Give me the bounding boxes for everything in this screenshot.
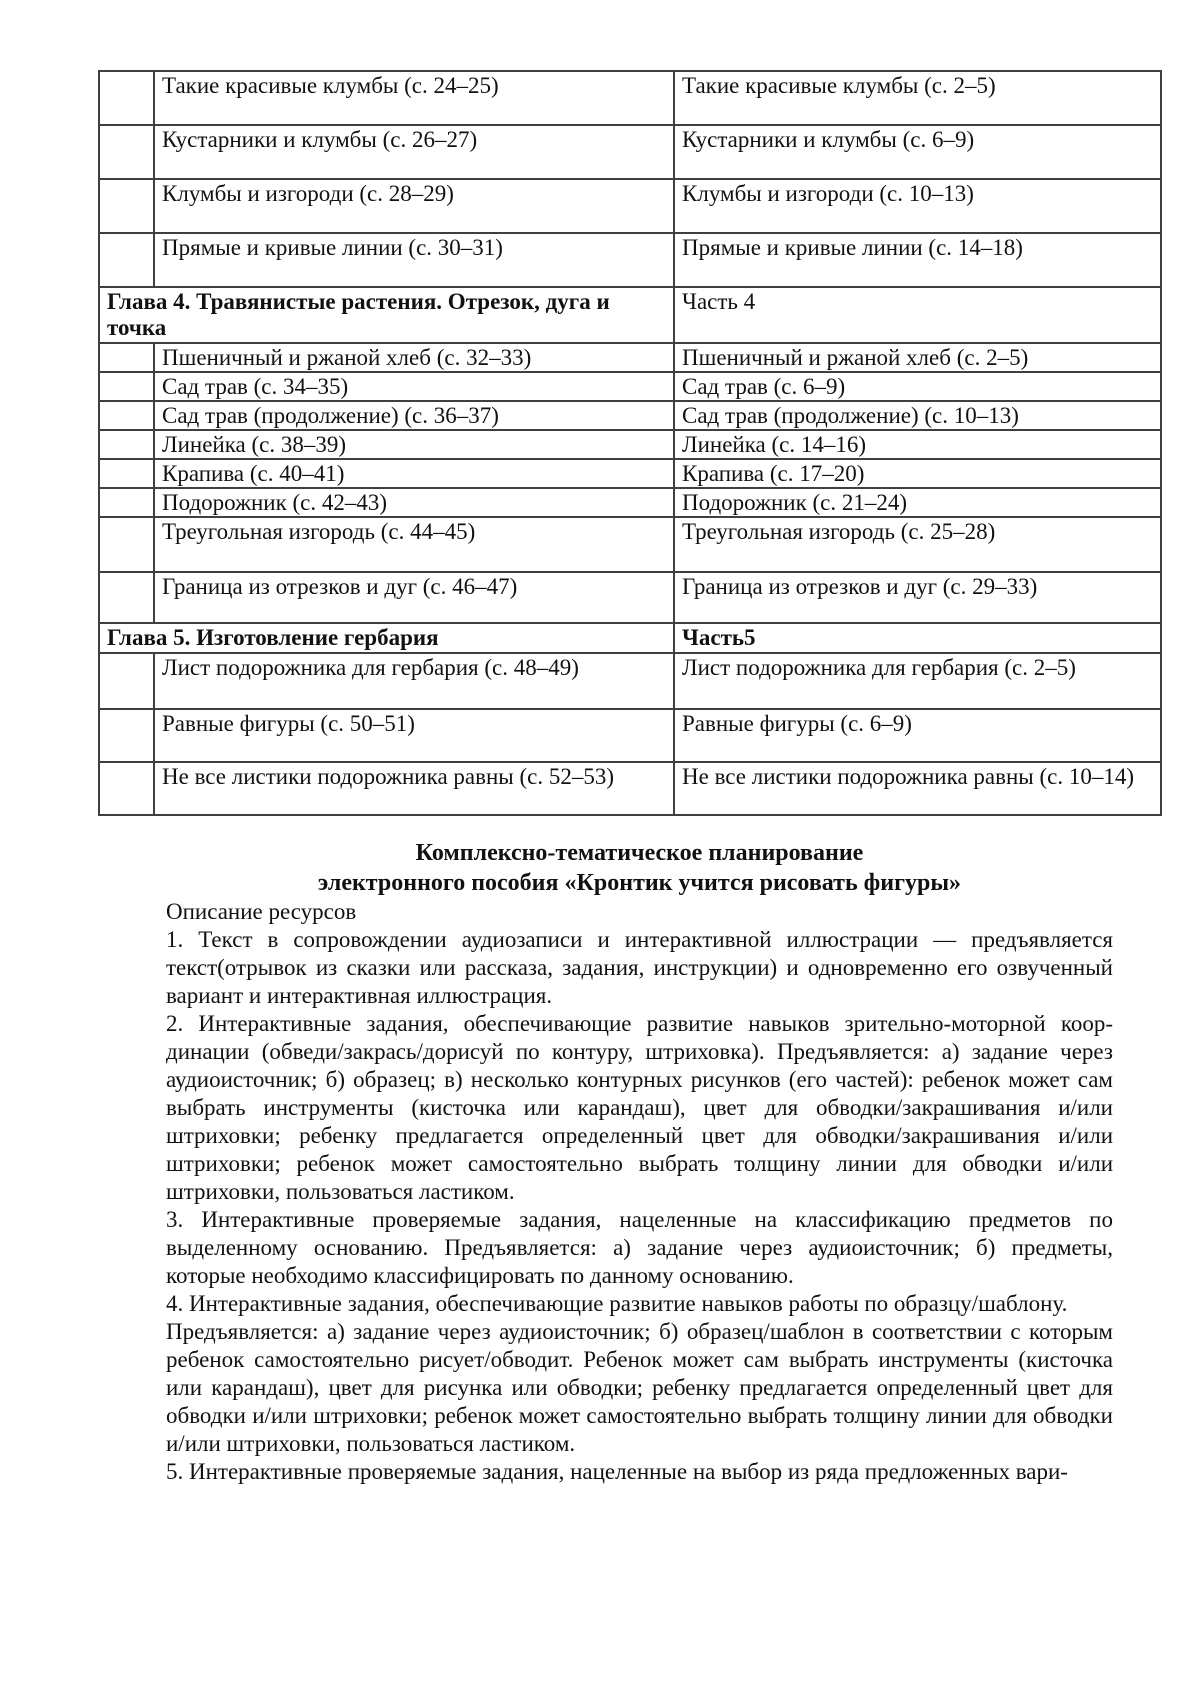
empty-cell [99, 572, 154, 623]
lesson-title-left: Пшеничный и ржаной хлеб (с. 32–33) [154, 343, 674, 372]
lesson-title-right: Пшеничный и ржаной хлеб (с. 2–5) [674, 343, 1161, 372]
table-row [99, 653, 1161, 709]
table-row [99, 488, 1161, 517]
table-row [99, 459, 1161, 488]
lesson-title-right: Граница из отрезков и дуг (с. 29–33) [674, 572, 1161, 623]
lesson-title-left: Такие красивые клумбы (с. 24–25) [154, 71, 674, 125]
lesson-title-left: Подорожник (с. 42–43) [154, 488, 674, 517]
lesson-title-right: Равные фигуры (с. 6–9) [674, 709, 1161, 762]
empty-cell [99, 653, 154, 709]
lesson-title-right: Клумбы и изгороди (с. 10–13) [674, 179, 1161, 233]
empty-cell [99, 459, 154, 488]
lesson-title-left: Крапива (с. 40–41) [154, 459, 674, 488]
description-section [166, 838, 1113, 1486]
table-row [99, 572, 1161, 623]
empty-cell [99, 233, 154, 287]
resource-item-4: 4. Интерактивные задания, обеспечивающие развитие навыков работы по образцу/⁠шаблону. [166, 1291, 1068, 1316]
resource-item-1: 1. Текст в сопровождении аудиозаписи и интерактивной иллюстрации — предъявляется текст(отрывок из сказки или рассказа, задания, инструкции) и одновременно его озвученный вариант и интерактивная иллюстрация. [166, 927, 1113, 1008]
empty-cell [99, 762, 154, 815]
chapter-title-cell: Глава 5. Изготовление гербария [99, 623, 674, 653]
lesson-title-left: Равные фигуры (с. 50–51) [154, 709, 674, 762]
lesson-title-right: Крапива (с. 17–20) [674, 459, 1161, 488]
contents-table [98, 70, 1162, 816]
chapter-title-cell: Глава 4. Травянистые растения. Отрезок, дуга и точка [99, 287, 674, 343]
chapter-row [99, 623, 1161, 653]
lesson-title-left: Прямые и кривые линии (с. 30–31) [154, 233, 674, 287]
empty-cell [99, 401, 154, 430]
table-row [99, 71, 1161, 125]
section-title-line1: Комплексно-тематическое планирование [415, 840, 864, 866]
lesson-title-right: Кустарники и клумбы (с. 6–9) [674, 125, 1161, 179]
lesson-title-left: Клумбы и изгороди (с. 28–29) [154, 179, 674, 233]
lesson-title-right: Линейка (с. 14–16) [674, 430, 1161, 459]
table-row [99, 233, 1161, 287]
empty-cell [99, 488, 154, 517]
section-title-line2: электронного пособия «Кронтик учится рисовать фигуры» [317, 870, 962, 896]
lesson-title-left: Кустарники и клумбы (с. 26–27) [154, 125, 674, 179]
table-row [99, 430, 1161, 459]
lesson-title-right: Не все листики подорожника равны (с. 10–14) [674, 762, 1161, 815]
empty-cell [99, 430, 154, 459]
empty-cell [99, 179, 154, 233]
table-row [99, 372, 1161, 401]
chapter-row [99, 287, 1161, 343]
table-row [99, 125, 1161, 179]
lesson-title-left: Линейка (с. 38–39) [154, 430, 674, 459]
lesson-title-right: Такие красивые клумбы (с. 2–5) [674, 71, 1161, 125]
resource-item-4-continued: Предъявляется: а) задание через аудиоисточник; б) образец/⁠шаблон в соответствии с которым ребенок самостоятельно рисует/⁠обводит. Ребенок может сам выбрать инструменты (кисточка или карандаш), цвет для рисунка или обводки; ребенку предлагается определенный цвет для обводки и/⁠или штриховки; ребенок может самостоятельно выбрать толщину линии для обводки и/⁠или штриховки, пользоваться ластиком. [166, 1319, 1113, 1456]
resource-item-3: 3. Интерактивные проверяемые задания, нацеленные на классификацию предметов по выделенному основанию. Предъявляется: а) задание через аудиоисточник; б) предметы, которые необходимо классифицировать по данному основанию. [166, 1207, 1113, 1288]
lesson-title-right: Сад трав (продолжение) (с. 10–13) [674, 401, 1161, 430]
empty-cell [99, 125, 154, 179]
table-row [99, 401, 1161, 430]
lesson-title-right: Лист подорожника для гербария (с. 2–5) [674, 653, 1161, 709]
lesson-title-left: Сад трав (с. 34–35) [154, 372, 674, 401]
empty-cell [99, 709, 154, 762]
table-row [99, 517, 1161, 572]
lesson-title-left: Треугольная изгородь (с. 44–45) [154, 517, 674, 572]
empty-cell [99, 343, 154, 372]
lesson-title-right: Прямые и кривые линии (с. 14–18) [674, 233, 1161, 287]
table-row [99, 709, 1161, 762]
part-label-cell: Часть 4 [674, 287, 1161, 343]
lesson-title-right: Треугольная изгородь (с. 25–28) [674, 517, 1161, 572]
table-row [99, 762, 1161, 815]
resource-item-5: 5. Интерактивные проверяемые задания, нацеленные на выбор из ряда предложенных вари- [166, 1459, 1068, 1484]
resources-intro: Описание ресурсов [166, 899, 357, 924]
empty-cell [99, 517, 154, 572]
empty-cell [99, 71, 154, 125]
lesson-title-left: Сад трав (продолжение) (с. 36–37) [154, 401, 674, 430]
table-row [99, 343, 1161, 372]
lesson-title-right: Сад трав (с. 6–9) [674, 372, 1161, 401]
empty-cell [99, 372, 154, 401]
part-label-cell: Часть5 [674, 623, 1161, 653]
lesson-title-left: Лист подорожника для гербария (с. 48–49) [154, 653, 674, 709]
lesson-title-left: Граница из отрезков и дуг (с. 46–47) [154, 572, 674, 623]
lesson-title-right: Подорожник (с. 21–24) [674, 488, 1161, 517]
table-row [99, 179, 1161, 233]
resource-item-2: 2. Интерактивные задания, обеспечивающие развитие навыков зрительно-моторной коор-динации (обведи/⁠закрась/⁠дорисуй по контуру, штриховка). Предъявляется: а) задание через аудиоисточник; б) образец; в) несколько контурных рисунков (его частей): ребенок может сам выбрать инструменты (кисточка или карандаш), цвет для обводки/⁠закрашивания и/⁠или штриховки; ребенку предлагается определенный цвет для обводки/⁠закрашивания и/⁠или штриховки; ребенок может самостоятельно выбрать толщину линии для обводки и/⁠или штриховки, пользоваться ластиком. [166, 1011, 1113, 1204]
lesson-title-left: Не все листики подорожника равны (с. 52–53) [154, 762, 674, 815]
